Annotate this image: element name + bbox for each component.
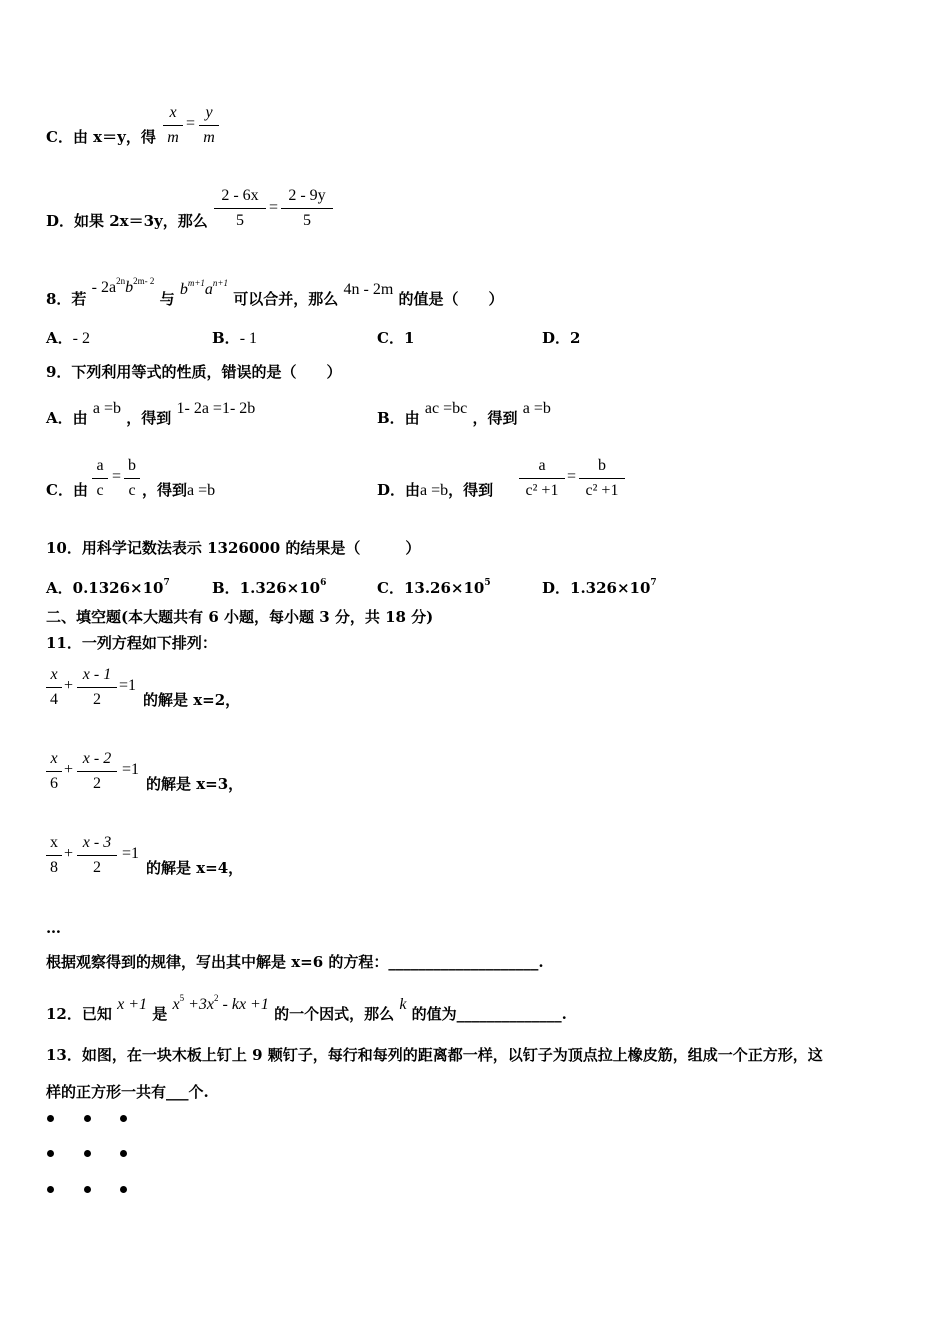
q11-eq3-plus: + bbox=[64, 845, 74, 862]
q9-d-fraction-right: $\frac{b}{\text{c² +1}}$ bbox=[579, 457, 625, 500]
nail-dot bbox=[120, 1150, 127, 1157]
nail-dot bbox=[84, 1150, 91, 1157]
q9-d-equals: = bbox=[567, 468, 577, 485]
q11-eq3-fraction-1: $\frac{x}{8}$ bbox=[46, 834, 62, 877]
q10-option-b: B．$1.326\times 10^6$ bbox=[212, 578, 327, 597]
q11-eq2-fraction-2: $\frac{x - 2}{2}$ bbox=[77, 750, 117, 793]
q11-stem: 11．一列方程如下排列： bbox=[46, 634, 217, 652]
q11-eq1-fraction-1: $\frac{x}{4}$ bbox=[46, 666, 62, 709]
q11-eq1-text: 的解是 x=2， bbox=[143, 691, 241, 709]
q9-option-b: B．由 ac =bc ，得到 a =b bbox=[377, 400, 551, 427]
q11-eq2-plus: + bbox=[64, 761, 74, 778]
q11-eq2-rhs: =1 bbox=[122, 761, 140, 778]
q8-option-c: C．1 bbox=[377, 329, 415, 347]
q8-stem: 8．若 - $2a^{2n}b^{2m- 2}$ 与 $b^{m+1}a^{n+1}$ 可以合并，那么 4n - 2m 的值是（ ） bbox=[46, 276, 504, 308]
q11-eq1-rhs: =1 bbox=[119, 677, 137, 694]
q7-option-d-label: D．如果 2x＝3y，那么 bbox=[46, 212, 208, 230]
q13-line1: 13．如图，在一块木板上钉上 9 颗钉子，每行和每列的距离都一样，以钉子为顶点拉上橡皮筋，组成一个正方形，这 bbox=[46, 1046, 823, 1064]
q10-option-a: A．$0.1326\times 10^7$ bbox=[46, 578, 170, 597]
q9-c-result: ，得到a =b bbox=[142, 481, 216, 499]
q9-c-fraction-left: $\frac{a}{c}$ bbox=[92, 457, 108, 500]
q11-eq3-rhs: =1 bbox=[122, 845, 140, 862]
q7-c-fraction-right: $\frac{y}{m}$ bbox=[199, 104, 219, 147]
q11-question: 根据观察得到的规律，写出其中解是 x=6 的方程：____________________. bbox=[46, 953, 544, 971]
q9-d-fraction-left: $\frac{a}{\text{c² +1}}$ bbox=[519, 457, 565, 500]
q11-eq3-text: 的解是 x=4， bbox=[146, 859, 244, 877]
q12-stem: 12．已知 x +1 是 $x^5 +3x^2$ - kx +1 的一个因式，那么 k 的值为______________. bbox=[46, 993, 567, 1023]
q8-option-a: A．- 2 bbox=[46, 329, 90, 347]
q11-eq1-fraction-2: $\frac{x - 1}{2}$ bbox=[77, 666, 117, 709]
q11-eq1-plus: + bbox=[64, 677, 74, 694]
q10-option-d: D．$1.326\times 10^7$ bbox=[542, 578, 657, 597]
q8-option-d: D．2 bbox=[542, 329, 581, 347]
q9-option-c-label: C．由 bbox=[46, 481, 88, 499]
q10-option-c: C．$13.26\times 10^5$ bbox=[377, 578, 491, 597]
nail-dot bbox=[47, 1186, 54, 1193]
nail-dot bbox=[84, 1186, 91, 1193]
section2-title: 二、填空题(本大题共有 6 小题，每小题 3 分，共 18 分) bbox=[46, 608, 434, 626]
q13-line2: 样的正方形一共有___个. bbox=[46, 1083, 209, 1101]
q7-option-c-label: C．由 x＝y，得 bbox=[46, 128, 156, 146]
q10-stem: 10．用科学记数法表示 1326000 的结果是（ ） bbox=[46, 539, 421, 557]
q11-eq3-fraction-2: $\frac{x - 3}{2}$ bbox=[77, 834, 117, 877]
q11-eq2-fraction-1: $\frac{x}{6}$ bbox=[46, 750, 62, 793]
nail-dot bbox=[47, 1150, 54, 1157]
q8-option-b: B．- 1 bbox=[212, 329, 258, 347]
q7-d-fraction-right: $\frac{2 - 9y}{5}$ bbox=[281, 187, 333, 230]
q7-c-equals: = bbox=[186, 115, 196, 132]
q9-option-a: A．由 a =b ，得到 1- 2a =1- 2b bbox=[46, 400, 256, 427]
q11-eq2-text: 的解是 x=3， bbox=[146, 775, 244, 793]
nail-dot bbox=[84, 1115, 91, 1122]
q11-ellipsis: … bbox=[46, 919, 61, 937]
q9-stem: 9．下列利用等式的性质，错误的是（ ） bbox=[46, 363, 342, 381]
nail-dot bbox=[47, 1115, 54, 1122]
q7-d-fraction-left: $\frac{2 - 6x}{5}$ bbox=[214, 187, 266, 230]
q7-c-fraction-left: $\frac{x}{m}$ bbox=[163, 104, 183, 147]
q9-c-fraction-right: $\frac{b}{c}$ bbox=[124, 457, 140, 500]
q7-d-equals: = bbox=[269, 199, 279, 216]
q9-option-d-label: D．由a =b，得到 bbox=[377, 481, 494, 499]
nail-dot bbox=[120, 1115, 127, 1122]
q9-c-equals: = bbox=[112, 468, 122, 485]
nail-dot bbox=[120, 1186, 127, 1193]
